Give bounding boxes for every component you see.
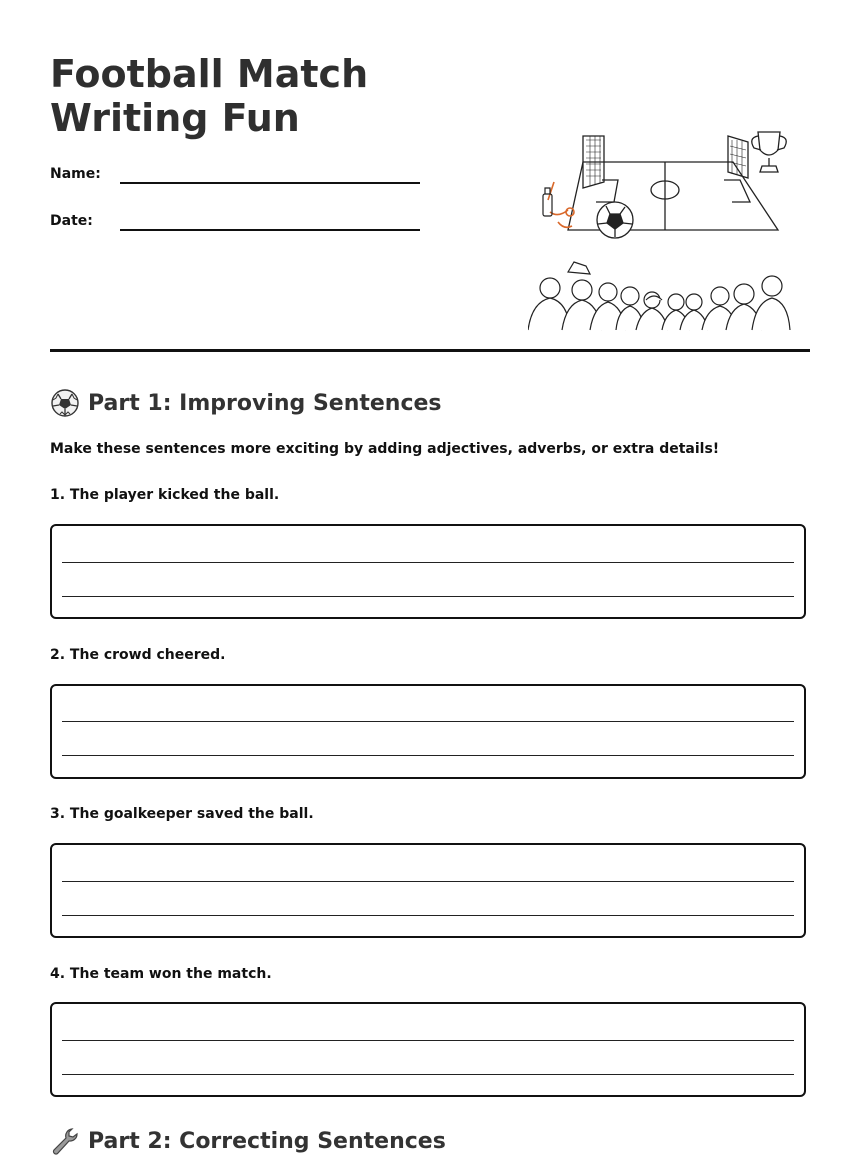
answer-line (62, 596, 794, 597)
part1-heading (50, 388, 442, 418)
part2-heading (50, 1126, 446, 1156)
answer-line (62, 755, 794, 756)
question-4: 4. The team won the match. (50, 966, 272, 982)
answer-box-4[interactable] (50, 1002, 806, 1097)
name-input[interactable] (120, 182, 420, 184)
answer-box-1[interactable] (50, 524, 806, 619)
question-1: 1. The player kicked the ball. (50, 487, 280, 503)
trophy-icon (752, 132, 787, 172)
football-icon (597, 202, 633, 238)
answer-box-3[interactable] (50, 843, 806, 938)
answer-line (62, 1074, 794, 1075)
worksheet-page (50, 0, 810, 1161)
answer-box-2[interactable] (50, 684, 806, 779)
part2-heading-text: Part 2: Correcting Sentences (88, 1128, 446, 1154)
answer-line (62, 881, 794, 882)
name-field-row (50, 166, 430, 196)
football-illustration (528, 122, 798, 337)
question-2: 2. The crowd cheered. (50, 647, 226, 663)
date-field-row (50, 213, 430, 243)
answer-line (62, 1040, 794, 1041)
header-divider (50, 349, 810, 352)
page-title: Football Match Writing Fun (50, 52, 369, 140)
date-label: Date: (50, 213, 93, 229)
part1-instructions: Make these sentences more exciting by adding adjectives, adverbs, or extra details! (50, 441, 720, 457)
soccer-ball-icon (50, 388, 80, 418)
crowd-illustration (528, 262, 790, 330)
answer-line (62, 721, 794, 722)
question-3: 3. The goalkeeper saved the ball. (50, 806, 314, 822)
answer-line (62, 915, 794, 916)
part1-heading-text: Part 1: Improving Sentences (88, 390, 442, 416)
name-label: Name: (50, 166, 101, 182)
answer-line (62, 562, 794, 563)
wrench-icon (50, 1126, 80, 1156)
date-input[interactable] (120, 229, 420, 231)
